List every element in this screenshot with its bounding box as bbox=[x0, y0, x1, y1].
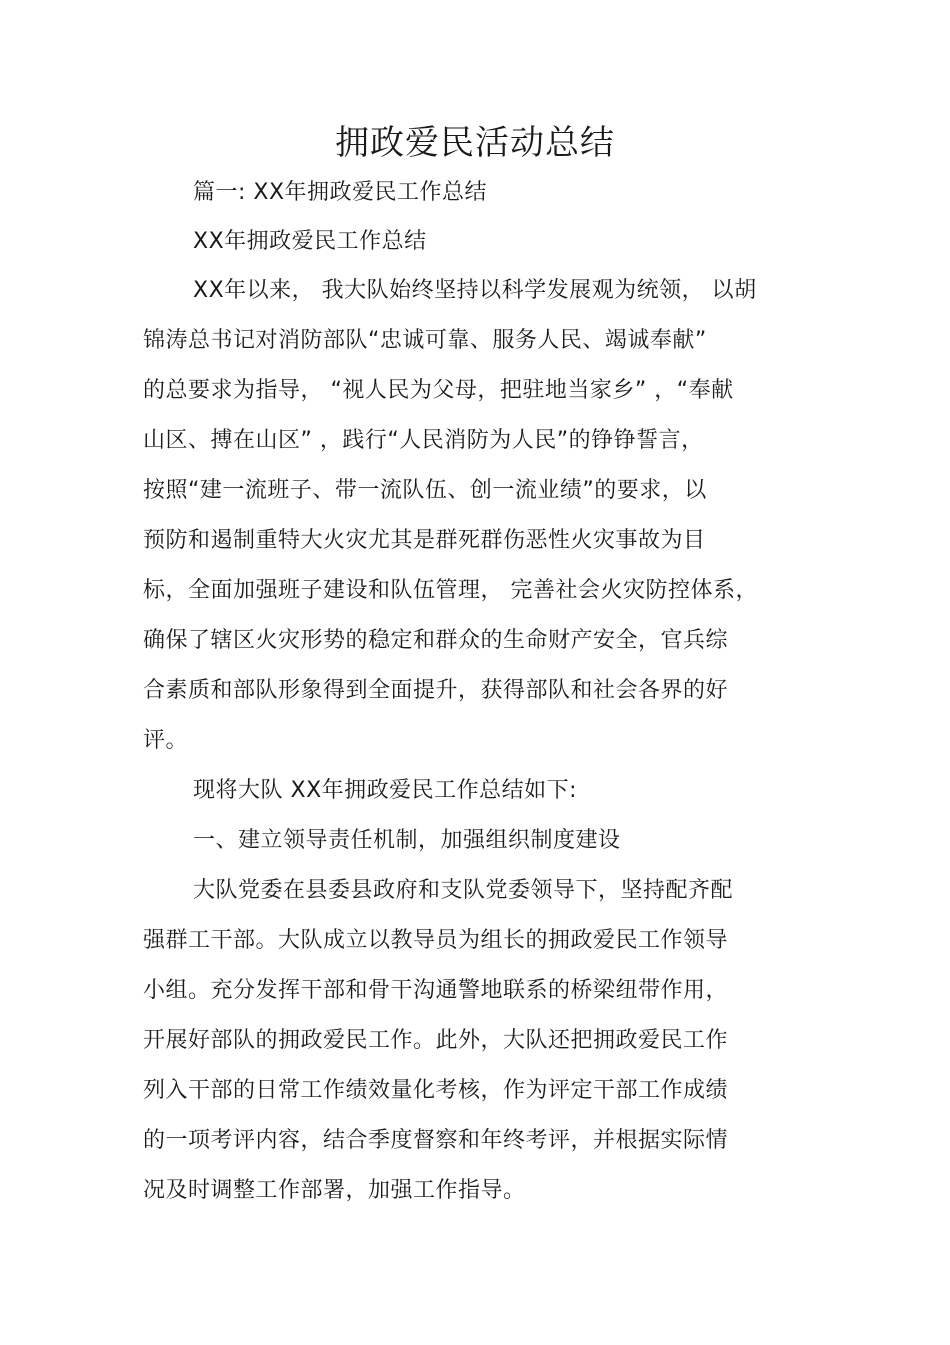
paragraph-line: 的一项考评内容，结合季度督察和年终考评，并根据实际情 bbox=[143, 1128, 729, 1153]
document-title: 拥政爱民活动总结 bbox=[335, 123, 615, 163]
paragraph-line: 山区、搏在山区” ，践行“人民消防为人民”的铮铮誓言， bbox=[143, 428, 704, 453]
paragraph-line: 的总要求为指导， “视人民为父母，把驻地当家乡” ，“奉献 bbox=[143, 378, 734, 403]
paragraph-line: 小组。充分发挥干部和骨干沟通警地联系的桥梁纽带作用， bbox=[143, 978, 729, 1003]
paragraph-line: 强群工干部。大队成立以教导员为组长的拥政爱民工作领导 bbox=[143, 928, 729, 953]
paragraph-line: 况及时调整工作部署，加强工作指导。 bbox=[143, 1178, 526, 1203]
paragraph-line: 按照“建一流班子、带一流队伍、创一流业绩”的要求，以 bbox=[143, 478, 707, 503]
paragraph-line: 标，全面加强班子建设和队伍管理， 完善社会火灾防控体系， bbox=[143, 578, 758, 603]
paragraph-line: 现将大队 XX年拥政爱民工作总结如下: bbox=[193, 778, 578, 803]
paragraph-line: 评。 bbox=[143, 728, 189, 753]
paragraph-line: 预防和遏制重特大火灾尤其是群死群伤恶性火灾事故为目 bbox=[143, 528, 706, 553]
paragraph-line: 锦涛总书记对消防部队“忠诚可靠、服务人民、竭诚奉献” bbox=[143, 328, 707, 353]
paragraph-line: 确保了辖区火灾形势的稳定和群众的生命财产安全，官兵综 bbox=[143, 628, 729, 653]
section-heading: 一、建立领导责任机制，加强组织制度建设 bbox=[193, 828, 621, 853]
paragraph-line: 合素质和部队形象得到全面提升，获得部队和社会各界的好 bbox=[143, 678, 729, 703]
paragraph-line: 列入干部的日常工作绩效量化考核，作为评定干部工作成绩 bbox=[143, 1078, 729, 1103]
sub-title: XX年拥政爱民工作总结 bbox=[193, 229, 427, 254]
paragraph-line: XX年以来， 我大队始终坚持以科学发展观为统领， 以胡 bbox=[193, 278, 757, 303]
section-heading: 篇一: XX年拥政爱民工作总结 bbox=[193, 180, 488, 205]
paragraph-line: 大队党委在县委县政府和支队党委领导下，坚持配齐配 bbox=[193, 878, 734, 903]
paragraph-line: 开展好部队的拥政爱民工作。此外，大队还把拥政爱民工作 bbox=[143, 1028, 729, 1053]
